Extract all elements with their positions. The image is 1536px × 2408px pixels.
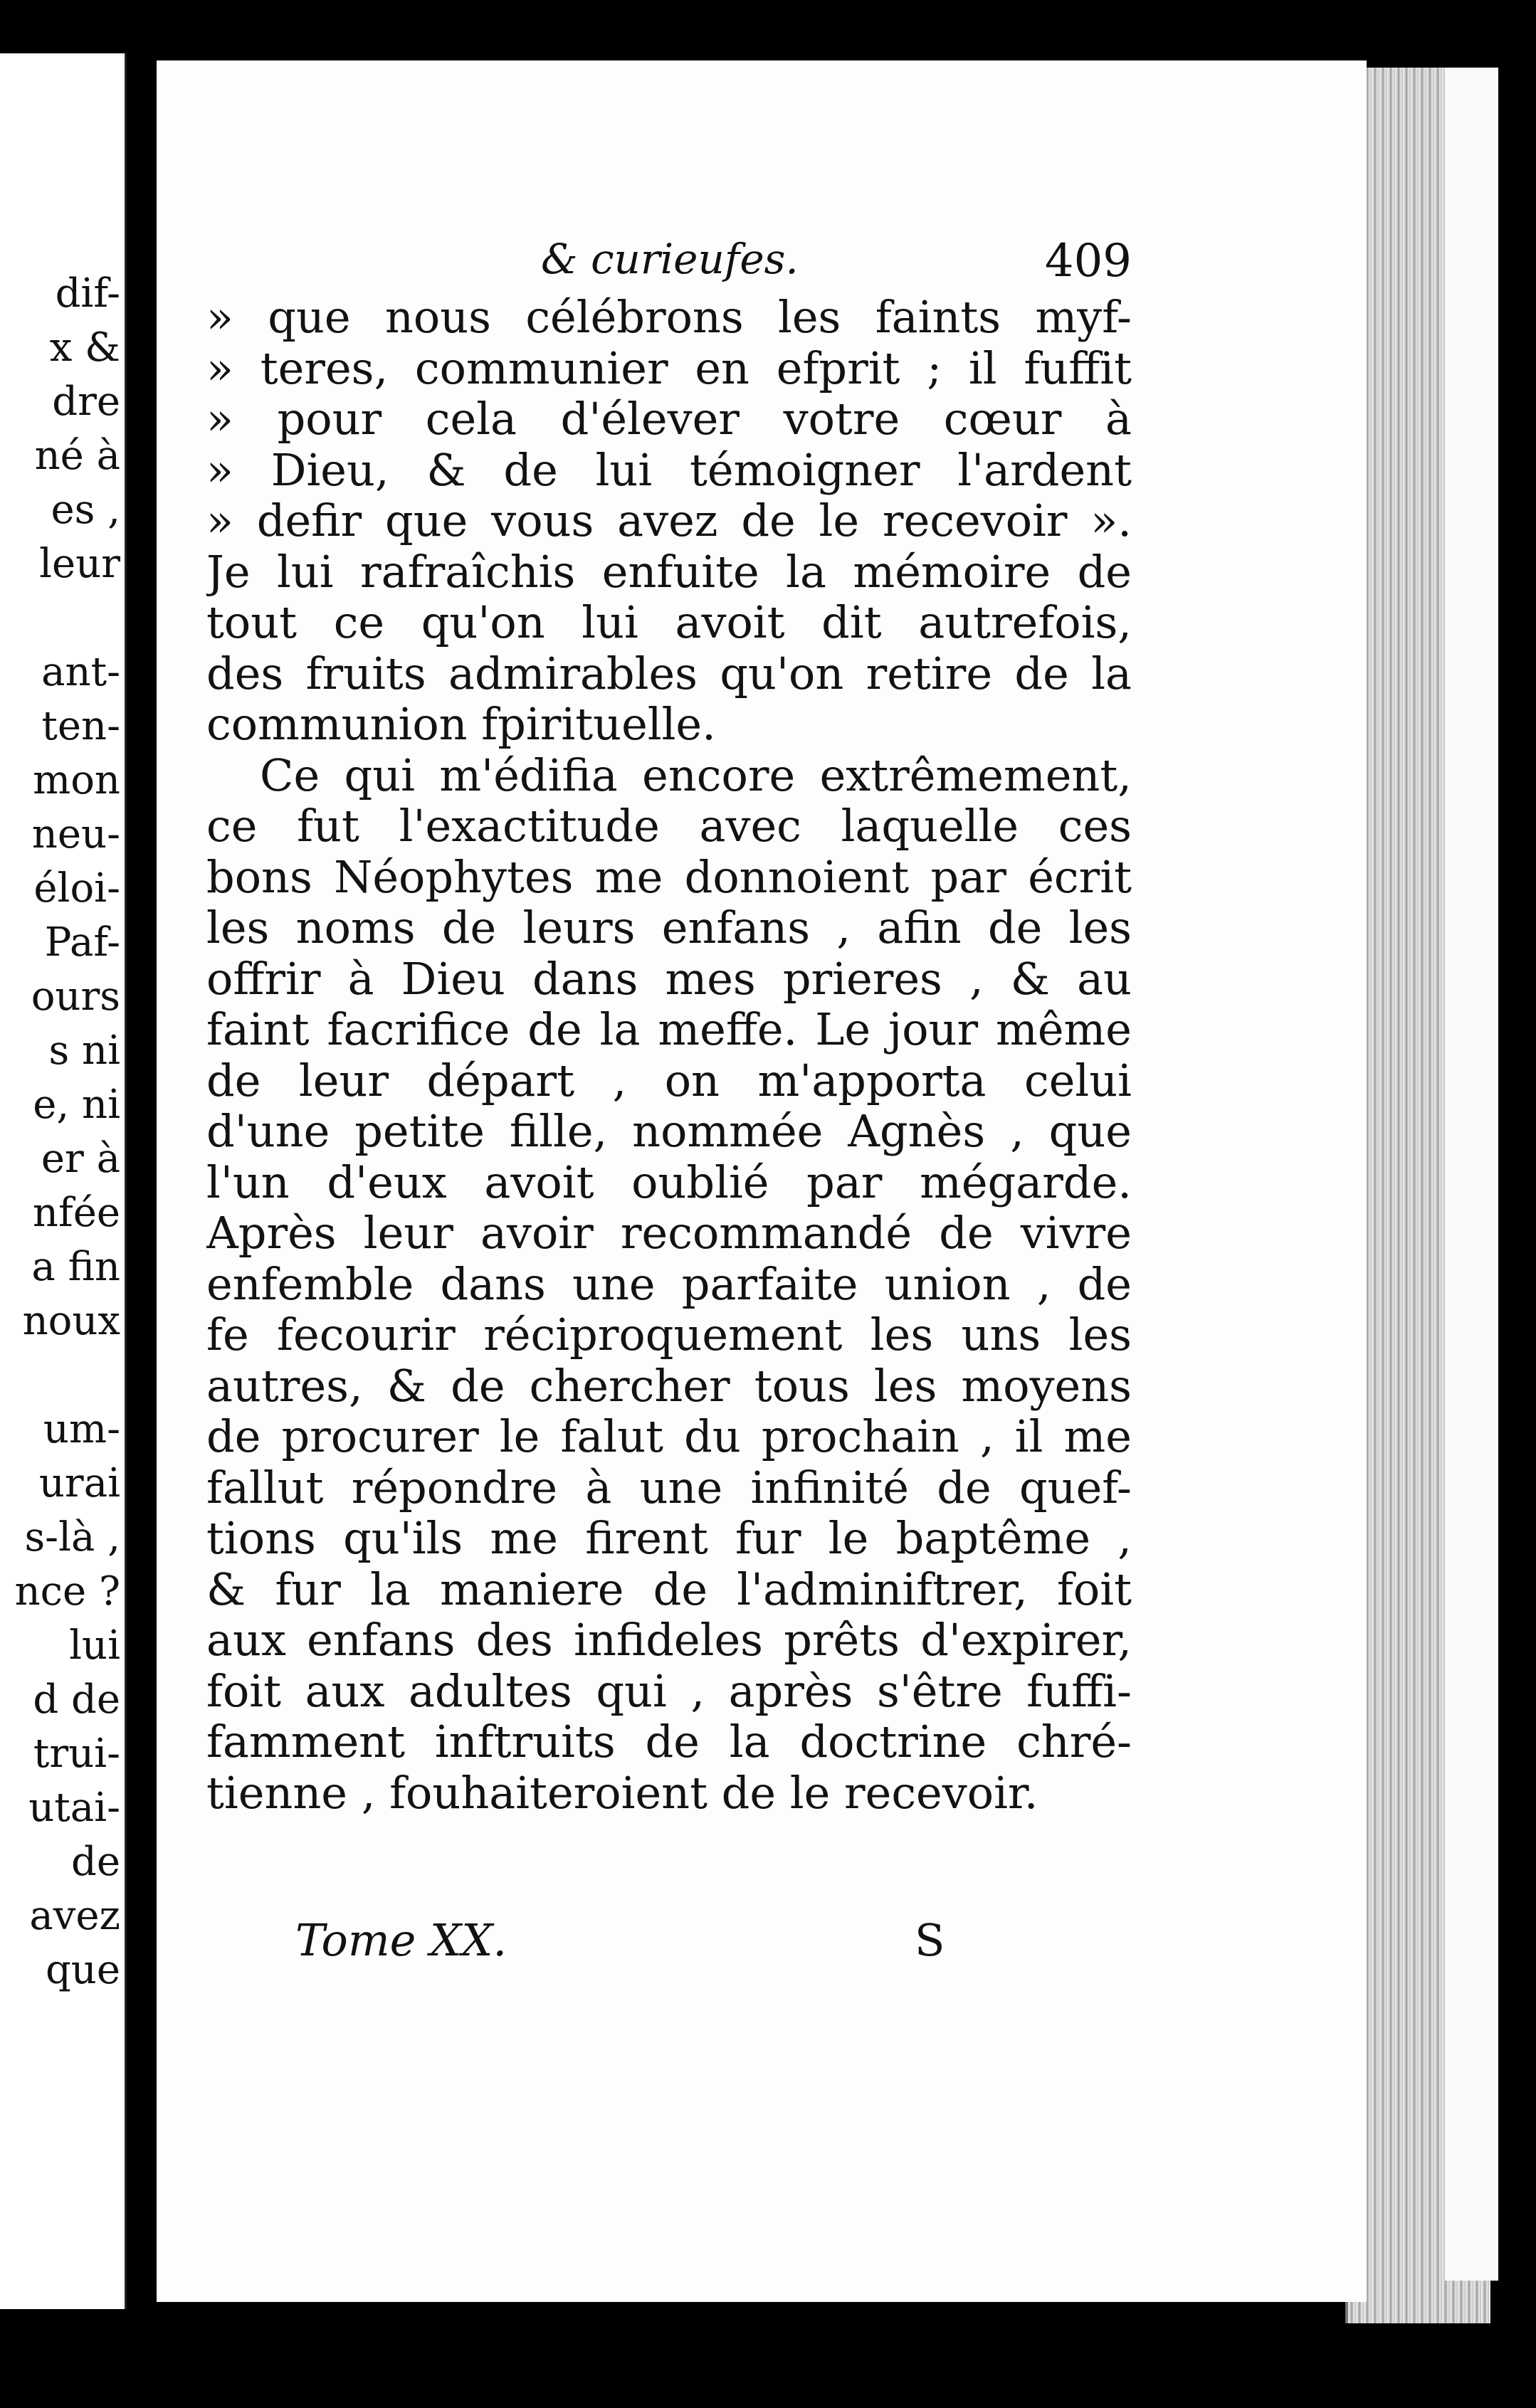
margin-fragment: s ni bbox=[48, 1028, 120, 1074]
margin-fragment: es , bbox=[51, 487, 120, 533]
margin-fragment: leur bbox=[39, 541, 120, 587]
running-head: & curieufes. bbox=[541, 235, 799, 283]
text-line: communion fpirituelle. bbox=[206, 699, 716, 750]
margin-fragment bbox=[0, 1348, 125, 1403]
text-line: des fruits admirables qu'on retire de la bbox=[206, 648, 1132, 699]
text-line: fallut répondre à une infinité de quef- bbox=[206, 1462, 1132, 1513]
margin-fragment: ten- bbox=[41, 703, 120, 749]
left-page bbox=[0, 53, 127, 2309]
margin-fragment: um- bbox=[43, 1406, 120, 1452]
text-line: » que nous célébrons les faints myf- bbox=[206, 292, 1132, 343]
text-line: & fur la maniere de l'adminiftrer, foit bbox=[206, 1563, 1132, 1615]
text-line: fe fecourir réciproquement les uns les bbox=[206, 1309, 1132, 1361]
text-line: Après leur avoir recommandé de vivre bbox=[206, 1208, 1132, 1259]
left-page-margin-fragments bbox=[0, 267, 125, 1997]
margin-fragment: x & bbox=[49, 324, 120, 371]
margin-fragment: nce ? bbox=[14, 1568, 120, 1615]
margin-fragment: que bbox=[45, 1947, 120, 1993]
text-line: enfemble dans une parfaite union , de bbox=[206, 1258, 1132, 1309]
margin-fragment bbox=[0, 591, 125, 645]
page-number: 409 bbox=[1044, 235, 1132, 287]
margin-fragment: avez bbox=[29, 1893, 120, 1939]
text-line: » defir que vous avez de le recevoir ». bbox=[206, 495, 1132, 546]
text-line: » Dieu, & de lui témoigner l'ardent bbox=[206, 444, 1132, 495]
text-line: faint facrifice de la meffe. Le jour même bbox=[206, 1004, 1132, 1055]
margin-fragment: nfée bbox=[32, 1190, 120, 1236]
margin-fragment: urai bbox=[38, 1460, 120, 1506]
text-line: » pour cela d'élever votre cœur à bbox=[206, 394, 1132, 445]
text-line: famment inftruits de la doctrine chré- bbox=[206, 1716, 1132, 1768]
margin-fragment: de bbox=[71, 1839, 120, 1885]
text-line: tions qu'ils me firent fur le baptême , bbox=[206, 1513, 1132, 1564]
text-line: Ce qui m'édifia encore extrêmement, bbox=[260, 749, 1132, 801]
page-footer bbox=[214, 1914, 996, 1978]
margin-fragment: s-là , bbox=[24, 1514, 120, 1561]
text-line: tienne , fouhaiteroient de le recevoir. bbox=[206, 1767, 1038, 1818]
margin-fragment: Paf- bbox=[44, 919, 120, 966]
margin-fragment: mon bbox=[33, 757, 120, 803]
text-line: l'un d'eux avoit oublié par mégarde. bbox=[206, 1156, 1132, 1208]
text-line: Je lui rafraîchis enfuite la mémoire de bbox=[206, 546, 1132, 597]
page-edge-outer bbox=[1445, 68, 1498, 2281]
margin-fragment: a fin bbox=[31, 1244, 120, 1290]
text-line: ce fut l'exactitude avec laquelle ces bbox=[206, 801, 1132, 852]
margin-fragment: éloi- bbox=[33, 865, 120, 912]
text-line: » teres, communier en efprit ; il fuffit bbox=[206, 342, 1132, 394]
volume-label: Tome XX. bbox=[295, 1914, 507, 1966]
margin-fragment: lui bbox=[69, 1622, 120, 1669]
signature-mark: S bbox=[915, 1914, 945, 1966]
text-line: les noms de leurs enfans , afin de les bbox=[206, 902, 1132, 954]
margin-fragment: trui- bbox=[33, 1731, 120, 1777]
page-header bbox=[221, 235, 1132, 299]
margin-fragment: noux bbox=[22, 1298, 120, 1344]
text-line: bons Néophytes me donnoient par écrit bbox=[206, 851, 1132, 902]
text-line: d'une petite fille, nommée Agnès , que bbox=[206, 1106, 1132, 1157]
margin-fragment: né à bbox=[34, 433, 120, 479]
text-line: de procurer le falut du prochain , il me bbox=[206, 1411, 1132, 1462]
text-line: tout ce qu'on lui avoit dit autrefois, bbox=[206, 597, 1132, 648]
margin-fragment: er à bbox=[41, 1136, 120, 1182]
text-line: offrir à Dieu dans mes prieres , & au bbox=[206, 953, 1132, 1004]
margin-fragment: d de bbox=[33, 1676, 120, 1723]
margin-fragment: dif- bbox=[55, 270, 120, 317]
body-text bbox=[206, 292, 1132, 1818]
margin-fragment: neu- bbox=[31, 811, 120, 857]
margin-fragment: utai- bbox=[28, 1785, 120, 1831]
margin-fragment: dre bbox=[52, 379, 120, 425]
text-line: foit aux adultes qui , après s'être fuffi- bbox=[206, 1665, 1132, 1716]
margin-fragment: ant- bbox=[41, 649, 120, 695]
margin-fragment: ours bbox=[31, 973, 120, 1020]
text-line: de leur départ , on m'apporta celui bbox=[206, 1055, 1132, 1106]
text-line: autres, & de chercher tous les moyens bbox=[206, 1360, 1132, 1411]
margin-fragment: e, ni bbox=[33, 1082, 120, 1128]
text-line: aux enfans des infideles prêts d'expirer, bbox=[206, 1615, 1132, 1666]
